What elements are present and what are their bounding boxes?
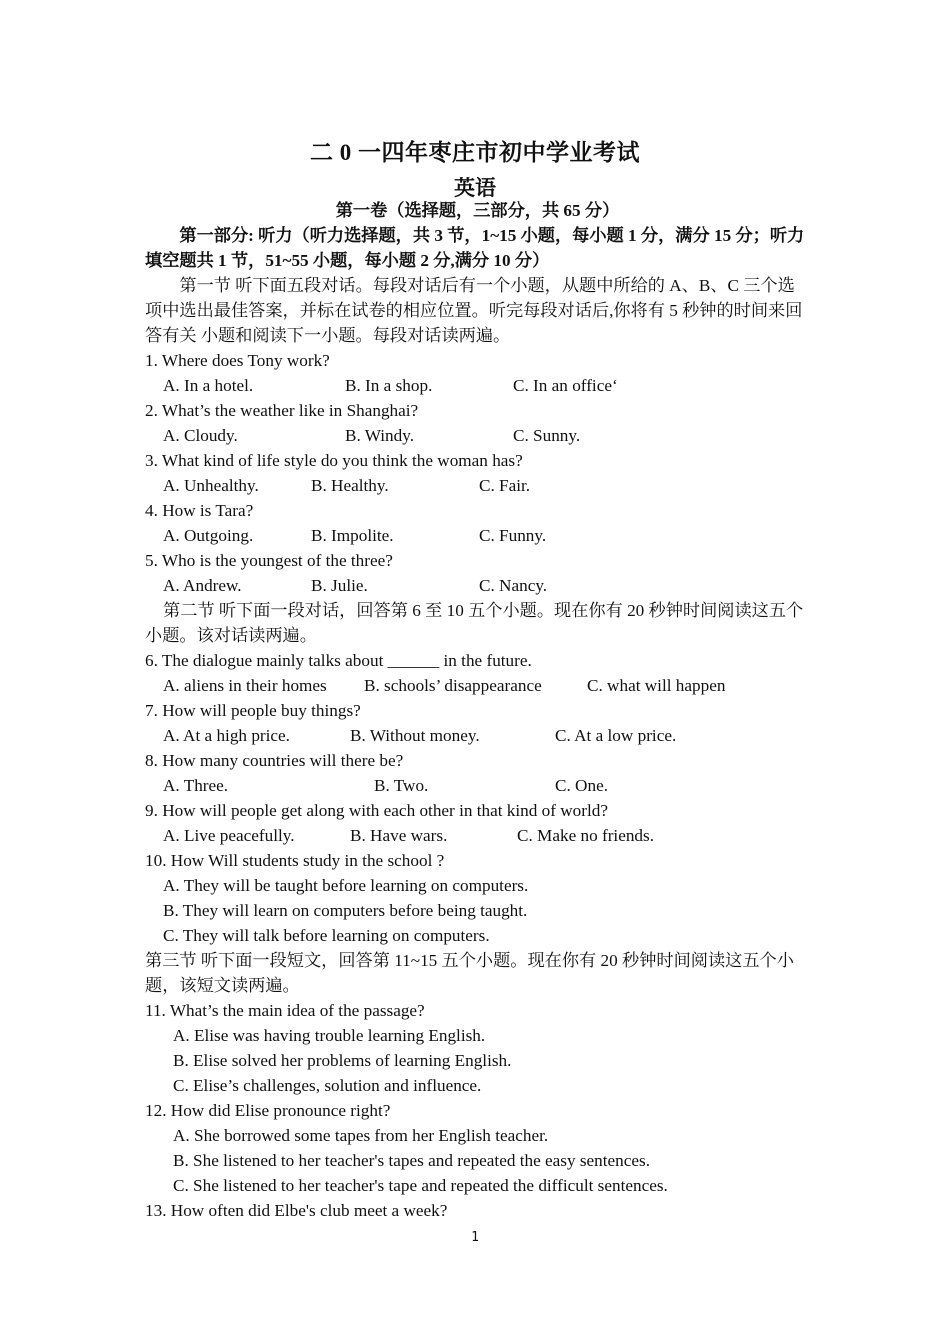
option-b: B. Without money. <box>350 726 480 745</box>
options-row <box>145 473 810 498</box>
options-row <box>145 523 810 548</box>
option-a: A. Cloudy. <box>163 426 238 445</box>
option-b: B. Two. <box>374 776 429 795</box>
question-text: 8. How many countries will there be? <box>145 751 404 770</box>
option-a: A. Three. <box>163 776 229 795</box>
question-9 <box>145 798 810 848</box>
option-c: C. One. <box>555 776 608 795</box>
option-c: C. Nancy. <box>479 576 548 595</box>
question-6 <box>145 648 810 698</box>
question-text: 3. What kind of life style do you think the woman has? <box>145 451 523 470</box>
option-b: B. Have wars. <box>350 826 448 845</box>
options-row <box>145 823 810 848</box>
option-c: C. Sunny. <box>513 426 581 445</box>
question-text: 13. How often did Elbe's club meet a week? <box>145 1201 448 1220</box>
page-number: 1 <box>471 1230 479 1245</box>
option-a: A. She borrowed some tapes from her English teacher. <box>173 1126 549 1145</box>
question-3 <box>145 448 810 498</box>
option-a: A. They will be taught before learning on computers. <box>163 876 529 895</box>
section1-instructions: 第一节 听下面五段对话。每段对话后有一个小题，从题中所给的 A、B、C 三个选项中选出最佳答案，并标在试卷的相应位置。听完每段对话后,你将有 5 秒钟的时间来回答有关 小题和阅读下一小题。每段对话读两遍。 <box>145 276 803 345</box>
question-5 <box>145 548 810 598</box>
question-12 <box>145 1098 810 1198</box>
option-b: B. In a shop. <box>345 376 433 395</box>
option-b: B. Healthy. <box>311 476 389 495</box>
options-row <box>145 573 810 598</box>
options-row <box>145 673 810 698</box>
options-row <box>145 723 810 748</box>
option-a: A. Live peacefully. <box>163 826 295 845</box>
option-b: B. She listened to her teacher's tapes and repeated the easy sentences. <box>173 1151 650 1170</box>
option-b: B. Impolite. <box>311 526 394 545</box>
option-a: A. aliens in their homes <box>163 676 327 695</box>
option-c: C. Elise’s challenges, solution and influence. <box>173 1076 482 1095</box>
option-a: A. Elise was having trouble learning English. <box>173 1026 486 1045</box>
options-row <box>145 423 810 448</box>
question-2 <box>145 398 810 448</box>
option-b: B. Elise solved her problems of learning English. <box>173 1051 512 1070</box>
question-10 <box>145 848 810 948</box>
question-text: 11. What’s the main idea of the passage? <box>145 1001 425 1020</box>
question-text: 5. Who is the youngest of the three? <box>145 551 393 570</box>
part1-header: 第一部分: 听力（听力选择题，共 3 节，1~15 小题，每小题 1 分，满分 15 分；听力填空题共 1 节，51~55 小题，每小题 2 分,满分 10 分） <box>145 226 805 270</box>
question-text: 1. Where does Tony work? <box>145 351 330 370</box>
option-c: C. Funny. <box>479 526 547 545</box>
question-text: 2. What’s the weather like in Shanghai? <box>145 401 419 420</box>
question-4 <box>145 498 810 548</box>
option-b: B. They will learn on computers before being taught. <box>163 901 528 920</box>
question-text: 12. How did Elise pronounce right? <box>145 1101 391 1120</box>
option-a: A. Outgoing. <box>163 526 254 545</box>
question-1 <box>145 348 810 398</box>
volume-header: 第一卷（选择题，三部分，共 65 分） <box>335 201 620 220</box>
option-c: C. She listened to her teacher's tape and repeated the difficult sentences. <box>173 1176 668 1195</box>
question-text: 10. How Will students study in the school ? <box>145 851 445 870</box>
question-text: 9. How will people get along with each other in that kind of world? <box>145 801 608 820</box>
option-c: C. They will talk before learning on computers. <box>163 926 490 945</box>
question-text: 4. How is Tara? <box>145 501 254 520</box>
options-row <box>145 373 810 398</box>
option-a: A. In a hotel. <box>163 376 254 395</box>
option-c: C. what will happen <box>587 676 726 695</box>
question-8 <box>145 748 810 798</box>
section3-instructions: 第三节 听下面一段短文，回答第 11~15 五个小题。现在你有 20 秒钟时间阅读这五个小题，该短文读两遍。 <box>145 951 794 995</box>
question-text: 6. The dialogue mainly talks about ______ in the future. <box>145 651 532 670</box>
exam-subject: 英语 <box>454 176 496 200</box>
option-b: B. schools’ disappearance <box>364 676 542 695</box>
question-7 <box>145 698 810 748</box>
option-c: C. In an office‘ <box>513 376 618 395</box>
option-a: A. At a high price. <box>163 726 290 745</box>
question-13 <box>145 1198 810 1223</box>
option-a: A. Andrew. <box>163 576 242 595</box>
exam-title: 二 0 一四年枣庄市初中学业考试 <box>310 140 640 165</box>
section2-instructions: 第二节 听下面一段对话，回答第 6 至 10 五个小题。现在你有 20 秒钟时间阅读这五个小题。该对话读两遍。 <box>145 601 804 645</box>
options-row <box>145 773 810 798</box>
exam-content <box>145 198 810 1223</box>
question-11 <box>145 998 810 1098</box>
option-c: C. Fair. <box>479 476 531 495</box>
option-a: A. Unhealthy. <box>163 476 259 495</box>
question-text: 7. How will people buy things? <box>145 701 361 720</box>
option-c: C. Make no friends. <box>517 826 654 845</box>
option-b: B. Julie. <box>311 576 368 595</box>
option-c: C. At a low price. <box>555 726 677 745</box>
option-b: B. Windy. <box>345 426 415 445</box>
